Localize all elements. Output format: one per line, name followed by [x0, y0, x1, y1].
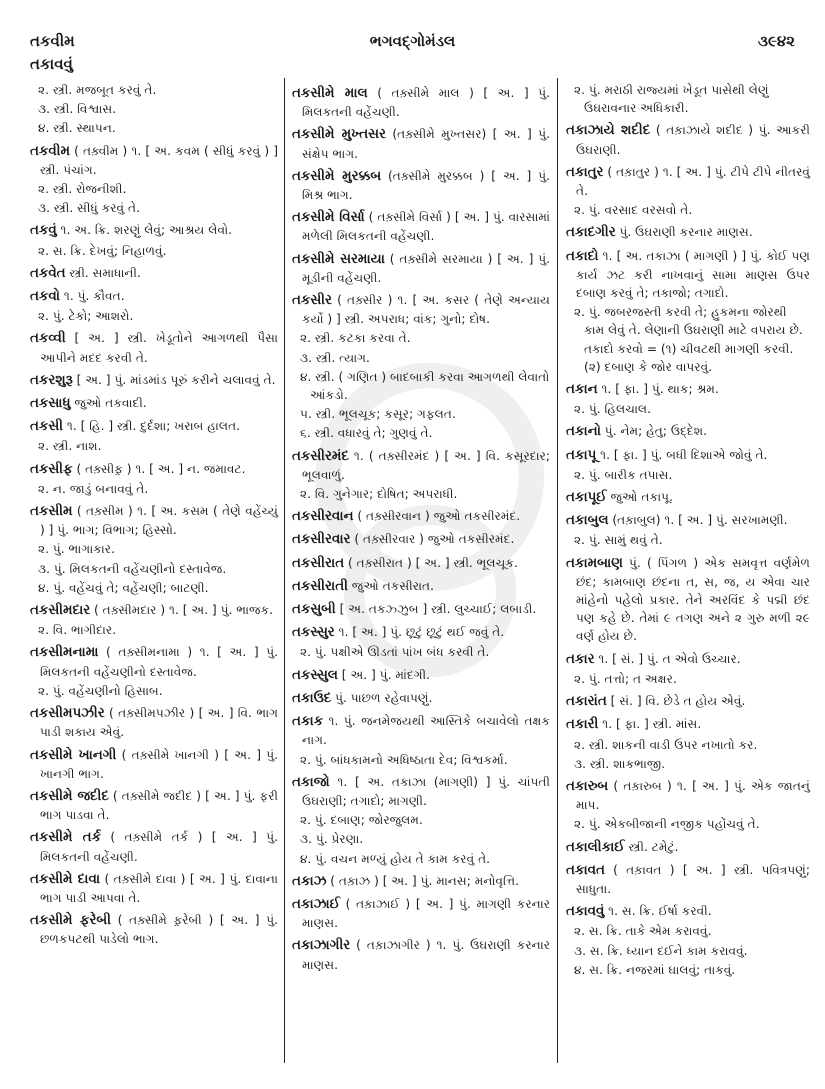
sense-line: [566, 736, 810, 754]
headword: તકસ્સુલ: [292, 667, 338, 683]
definition-text: ૨. વિ. ગુનેગાર; દોષિત; અપરાધી.: [300, 487, 458, 502]
definition-text: પું. ( પિંગળ ) એક સમવૃત્ત વર્ણમેળ છંદ; કામબાણ છંદના ત, સ, જ, ય એવા ચાર માંહેનો પહેલો પ્રકાર. તેને અરવિંદ કે પદ્મી છંદ પણ કહે છે. તેમાં ૯ તગણ અને ૨ ગુરુ મળી ૨૯ વર્ણ હોય છે.: [576, 555, 810, 644]
definition-text: [ અ. ] સ્ત્રી. ખેડૂતોને આગળથી પૈસા આપીને મદદ કરવી તે.: [40, 331, 278, 365]
headword: તકસીમનામા: [30, 645, 99, 661]
definition-text: ૨. પું. વરસાદ વરસવો તે.: [574, 203, 693, 218]
headword: તકસુબી: [292, 602, 336, 618]
dictionary-entry: [30, 371, 278, 390]
dictionary-entry: [566, 163, 810, 200]
headword: તકસીમે ખાનગી: [30, 747, 117, 763]
sense-line: [566, 303, 810, 376]
definition-text: ૨. પું. ટેકો; આશરો.: [38, 309, 134, 324]
sense-line: [30, 100, 278, 118]
page-title: ભગવદ્ગોમંડલ: [369, 32, 456, 50]
headword: તકારાંત: [566, 694, 607, 710]
headword: તકાલીકાઈ: [566, 839, 625, 855]
dictionary-entry: [566, 861, 810, 898]
definition-text: ( તક઼ાઝાગીર ) ૧. પું. ઉઘરાણી કરનાર માણસ.: [302, 938, 550, 972]
definition-text: (તક઼્સીમે મુખ્તસર) [ અ. ] પું. સંક્ષેપ ભાગ.: [302, 127, 550, 161]
dictionary-entry: [30, 394, 278, 413]
headword: તકસીમે દાવા: [30, 871, 101, 887]
sense-line: [292, 643, 550, 661]
dictionary-entry: [292, 666, 550, 685]
definition-text: ૨. પું. ભાગાકાર.: [38, 542, 115, 557]
dictionary-entry: [30, 746, 278, 783]
dictionary-entry: [292, 291, 550, 328]
sense-line: [566, 922, 810, 940]
definition-text: ( તક઼્સીરાત ) [ અ. ] સ્ત્રી. ભૂલચૂક.: [344, 555, 518, 570]
definition-text: પું. નેમ; હેતુ; ઉદ્દેશ.: [600, 424, 707, 439]
headword: તકવીમ: [30, 143, 70, 159]
headword: તકસાધુ: [30, 396, 71, 412]
sense-line: [30, 480, 278, 498]
sense-line: [566, 942, 810, 960]
dictionary-entry: [292, 623, 550, 642]
dictionary-entry: [292, 577, 550, 596]
sense-line: [292, 368, 550, 404]
dictionary-entry: [30, 417, 278, 436]
headword: તકસીમદાર: [30, 603, 91, 619]
definition-text: ૨. પું. એકબીજાની નજીક પહોંચવું તે.: [574, 817, 760, 832]
definition-text: ( તક઼્સીમે જદીદ ) [ અ. ] પું. ફરી ભાગ પાડવા તે.: [40, 788, 278, 823]
definition-text: પું. પાછળ રહેવાપણું.: [331, 690, 433, 705]
headword: તકાવત: [566, 862, 605, 878]
sense-line: [30, 560, 278, 578]
dictionary-entry: [292, 125, 550, 162]
dictionary-entry: [566, 422, 810, 441]
definition-text: ( તક઼્સીમે દાવા ) [ અ. ] પું. દાવાના ભાગ પાડી આપવા તે.: [40, 871, 278, 905]
headword: તકાજો: [292, 774, 330, 790]
definition-text: ૨. સ્ત્રી. કટકા કરવા તે.: [300, 331, 411, 346]
definition-text: ( તક઼ાતુર ) ૧. [ અ. ] પું. ટીપે ટીપે નીતરવું તે.: [576, 164, 810, 199]
headword: તકાદગીર: [566, 225, 616, 241]
headword: તકામબાણ: [566, 555, 623, 571]
definition-text: ( તક઼ાવત ) [ અ. ] સ્ત્રી. પવિત્રપણું; સાધુતા.: [576, 862, 810, 896]
definition-text: ૧. [ સં. ] પું. ત એવો ઉચ્ચાર.: [594, 651, 741, 666]
sense-line: [30, 437, 278, 455]
dictionary-entry: [566, 247, 810, 303]
dictionary-entry: [292, 447, 550, 484]
dictionary-entry: [30, 828, 278, 865]
dictionary-entry: [30, 911, 278, 948]
definition-text: ૪. સ્ત્રી. ( ગણિત ) બાદબાકી કરવા આગળથી લેવાતો આંકડો.: [300, 369, 550, 403]
headword: તકાઝ: [292, 873, 327, 889]
dictionary-entry: [30, 704, 278, 741]
definition-text: ૩. સ્ત્રી. ત્યાગ.: [300, 350, 370, 365]
definition-text: ૨. પું. સામું થવું તે.: [574, 533, 663, 548]
dictionary-entry: [292, 689, 550, 708]
headword: તકસી: [30, 419, 64, 435]
definition-text: ૨. સ્ત્રી. મજબૂત કરવું તે.: [38, 83, 157, 97]
definition-text: ૫. સ્ત્રી. ભૂલચૂક; કસૂર; ગફલત.: [300, 407, 456, 422]
headword: તકાપૂ: [566, 447, 597, 463]
sense-line: [566, 961, 810, 979]
definition-text: જુઓ તકાપૂ.: [606, 490, 673, 505]
definition-text: ( તક઼્સીમનામા ) ૧. [ અ. ] પું. મિલકતની વહેંચણીનો દસ્તાવેજ.: [40, 645, 278, 679]
dictionary-entry: [30, 264, 278, 283]
definition-text: ૨. પું. મરાઠી રાજ્યમાં ખેડૂત પાસેથી લેણું ઉઘરાવનાર અધિકારી.: [574, 83, 769, 116]
page-number: ૩૯૪૨: [758, 32, 795, 50]
dictionary-entry: [566, 650, 810, 669]
sense-line: [30, 242, 278, 260]
headword: તકસીમે ફરેબી: [30, 913, 111, 929]
column-divider: [284, 78, 285, 1063]
headword: તકારી: [566, 717, 599, 733]
sense-line: [30, 579, 278, 597]
dictionary-entry: [566, 511, 810, 530]
sense-line: [30, 199, 278, 217]
dictionary-entry: [566, 488, 810, 507]
sense-line: [30, 682, 278, 700]
definition-text: ૨. પું. દબાણ; જોરજુલમ.: [300, 813, 423, 828]
dictionary-entry: [30, 502, 278, 539]
guide-word-last: તકાવવું: [30, 55, 73, 73]
definition-text: ( તક઼્સીરવાન ) જુઓ તકસીરમંદ.: [353, 509, 521, 524]
dictionary-entry: [292, 895, 550, 932]
definition-text: ૩. સ્ત્રી. શાકભાજી.: [574, 756, 666, 771]
definition-text: ( તક઼્સીર ) ૧. [ અ. કસર ( તેણે અન્યાય કર્યો ) ] સ્ત્રી. અપરાધ; વાંક; ગુનો; દોષ.: [302, 293, 550, 327]
definition-text: ( તક઼્સીફ઼ ) ૧. [ અ. ] ન. જમાવટ.: [72, 461, 246, 476]
headword: તકસીરાતી: [292, 578, 348, 594]
dictionary-entry: [292, 872, 550, 891]
dictionary-entry: [292, 208, 550, 245]
sense-line: [566, 466, 810, 484]
headword: તકવો: [30, 289, 61, 305]
sense-line: [30, 621, 278, 639]
headword: તકાપૂઈ: [566, 490, 607, 506]
definition-text: જુઓ તકસીરાત.: [347, 578, 434, 593]
sense-line: [292, 424, 550, 442]
definition-text: ૧. [ ફા. ] સ્ત્રી. માંસ.: [598, 717, 702, 732]
sense-line: [566, 81, 810, 117]
headword: તકાનો: [566, 424, 601, 440]
headword: તકવેત: [30, 265, 66, 281]
headword: તકસીમે જદીદ: [30, 788, 109, 804]
headword: તકાવવું: [566, 904, 605, 920]
dictionary-entry: [566, 554, 810, 646]
dictionary-entry: [566, 715, 810, 734]
definition-text: ૩. સ્ત્રી. સીધું કરવું તે.: [38, 201, 140, 216]
headword: તકસીરમંદ: [292, 448, 349, 464]
definition-text: ૨. સ્ત્રી. શાકની વાડી ઉપર નખાતો કર.: [574, 737, 758, 752]
dictionary-entry: [30, 142, 278, 179]
sense-line: [292, 405, 550, 423]
sense-line: [292, 329, 550, 347]
dictionary-entry: [292, 84, 550, 121]
definition-text: ૨. સ્ત્રી. નાશ.: [38, 439, 102, 454]
definition-text: ( તક઼ાઝ ) [ અ. ] પું. માનસ; મનોવૃત્તિ.: [326, 873, 520, 888]
definition-text: [ અ. ] પું. માંડમાંડ પૂરું કરીને ચલાવવું તે.: [72, 372, 276, 387]
definition-text: ( તક઼્સીમે સરમાયા ) [ અ. ] પું. મૂડીની વહેંચણી.: [302, 251, 550, 285]
definition-text: ( તક઼ાઝાઈ ) [ અ. ] પું. માગણી કરનાર માણસ.: [302, 896, 550, 931]
sense-line: [566, 400, 810, 418]
definition-text: ( તક઼્સીમે ફ઼રેબી ) [ અ. ] પું. છળકપટથી પાડેલો ભાગ.: [40, 913, 278, 947]
definition-text: (તક઼્સીમે મુરક્કબ ) [ અ. ] પું. મિશ્ર ભાગ.: [302, 168, 550, 203]
sense-line: [566, 531, 810, 549]
definition-text: ૨. પું. તત્તો; ત અક્ષર.: [574, 671, 677, 686]
headword: તકાબુલ: [566, 513, 609, 529]
headword: તકારુબ: [566, 778, 609, 794]
sense-line: [566, 755, 810, 773]
definition-text: ( તક઼્સીમપઝીર ) [ અ. ] વિ. ભાગ પાડી શકાય એવું.: [40, 706, 278, 740]
definition-text: સ્ત્રી. સમાધાની.: [65, 265, 141, 280]
dictionary-entry: [566, 446, 810, 465]
definition-text: ( તક઼્સીમે માલ ) [ અ. ] પું. મિલકતની વહેંચણી.: [302, 86, 550, 120]
dictionary-entry: [30, 287, 278, 306]
definition-text: [ અ. ] પું. માંદગી.: [337, 667, 430, 682]
guide-word-first: તકવીમ: [30, 32, 75, 50]
definition-text: ૧. [ ફા. ] પું. બધી દિશાએ જોવું તે.: [596, 447, 768, 462]
definition-text: ૬. સ્ત્રી. વધારવું તે; ગુણવું તે.: [300, 426, 433, 441]
definition-text: ૧. અ. ક્રિ. શરણું લેવું; આશ્રય લેવો.: [56, 223, 232, 238]
definition-text: (તક઼ાબુલ) ૧. [ અ. ] પું. સરખામણી.: [608, 513, 788, 528]
dictionary-entry: [292, 507, 550, 526]
sense-line: [30, 119, 278, 137]
definition-text: જુઓ તકવાદી.: [70, 396, 147, 411]
definition-text: [ સં. ] વિ. છેડે ત હોય એવું.: [606, 694, 746, 709]
definition-text: ૧. [ ફા. ] પું. થાક; શ્રમ.: [597, 382, 719, 397]
dictionary-entry: [30, 460, 278, 479]
sense-line: [30, 540, 278, 558]
headword: તકસીરાત: [292, 555, 345, 571]
sense-line: [30, 180, 278, 198]
sense-line: [566, 201, 810, 219]
headword: તકસીર: [292, 293, 332, 309]
column-2: [292, 80, 550, 974]
dictionary-entry: [292, 936, 550, 973]
headword: તકસીરવાન: [292, 509, 354, 525]
definition-text: ( તક઼્સીમ ) ૧. [ અ. કસમ ( તેણે વહેંચ્યું ) ] પું. ભાગ; વિભાગ; હિસ્સો.: [40, 504, 278, 538]
definition-text: ૨. સ. ક્રિ. તાકે એમ કરાવવું.: [574, 924, 712, 939]
dictionary-entry: [566, 223, 810, 242]
column-3: [566, 80, 810, 979]
definition-text: ૨. પું. પક્ષીએ ઊડતાં પાંખ બંધ કરવી તે.: [300, 645, 490, 660]
headword: તકાન: [566, 382, 598, 398]
headword: તકસીમ: [30, 504, 73, 520]
definition-text: [ અ. તકઝ્ઝુબ ] સ્ત્રી. લુચ્ચાઈ; લબાડી.: [335, 602, 537, 617]
sense-line: [292, 830, 550, 848]
dictionary-entry: [292, 250, 550, 287]
headword: તકસીમે વિર્સા: [292, 210, 365, 226]
headword: તકાઝાગીર: [292, 938, 351, 954]
definition-text: ૨. ન. જાડું બનાવવું તે.: [38, 481, 149, 496]
headword: તકસીરવાર: [292, 532, 351, 548]
dictionary-entry: [30, 870, 278, 907]
definition-text: ૧. [ હિ. ] સ્ત્રી. દુર્દશા; ખરાબ હાલત.: [63, 419, 241, 434]
dictionary-entry: [566, 692, 810, 711]
definition-text: ૨. વિ. ભાગીદાર.: [38, 623, 117, 638]
headword: તકસીમે સરમાયા: [292, 251, 385, 267]
headword: તકસીમે મુરક્કબ: [292, 168, 382, 184]
headword: તકસીમે મુખ્તસર: [292, 127, 386, 143]
definition-text: ૩. સ. ક્રિ. ધ્યાન દઈને કામ કરાવવું.: [574, 943, 748, 958]
sense-line: [30, 307, 278, 325]
headword: તકાઝાઈ: [292, 896, 341, 912]
headword: તકાતુર: [566, 164, 604, 180]
definition-text: ૪. સ. ક્રિ. નજરમાં ઘાલવું; તાકવું.: [574, 962, 736, 977]
headword: તકસીમે માલ: [292, 86, 368, 101]
sense-line: [292, 850, 550, 868]
headword: તકસ્સુર: [292, 625, 335, 641]
definition-text: ૪. પું. વચન મળ્યું હોય તે કામ કરવું તે.: [300, 851, 491, 866]
sense-line: [566, 670, 810, 688]
sense-line: [30, 81, 278, 99]
definition-text: ૪. પું. વહેંચવું તે; વહેંચણી; બાટણી.: [38, 580, 209, 595]
definition-text: ( તક઼્સીમે વિર્સા ) [ અ. ] પું. વારસામાં મળેલી મિલકતની વહેંચણી.: [302, 210, 551, 244]
dictionary-entry: [566, 902, 810, 921]
definition-text: ૨. પું. બાંધકામનો અધિષ્ઠાતા દેવ; વિશ્વકર્મા.: [300, 752, 508, 767]
definition-text: સ્ત્રી. ટમેટું.: [624, 839, 679, 854]
definition-text: ( તક઼્સીરવાર ) જુઓ તકસીરમંદ.: [350, 532, 515, 547]
sense-line: [292, 349, 550, 367]
column-divider: [557, 78, 558, 1063]
headword: તકસીમે તર્ક: [30, 830, 101, 846]
headword: તકાક: [292, 714, 324, 730]
definition-text: ( તક઼્સીમે ખાનગી ) [ અ. ] પું. ખાનગી ભાગ.: [40, 747, 278, 781]
sense-line: [292, 811, 550, 829]
definition-text: ૨. પું. બારીક તપાસ.: [574, 467, 673, 482]
headword: તકસીમપઝીર: [30, 706, 105, 722]
dictionary-entry: [30, 329, 278, 366]
dictionary-entry: [292, 712, 550, 749]
dictionary-entry: [292, 530, 550, 549]
dictionary-entry: [30, 787, 278, 824]
definition-text: ( તક઼્સીમદાર ) ૧. [ અ. ] પું. ભાજક.: [90, 603, 273, 618]
sense-line: [292, 751, 550, 769]
definition-text: ૧. [ અ. તકાઝા ( માગણી ) ] પું. કોઈ પણ કાર્ય ઝટ કરી નાખવાનું સામા માણસ ઉપર દબાણ કરવું તે; તકાજો; તગાદો.: [576, 248, 810, 301]
definition-text: ( તક઼્વીમ ) ૧. [ અ. કવમ ( સીધું કરવું ) ] સ્ત્રી. પંચાંગ.: [40, 143, 278, 177]
definition-text: ૧. પું. કૌવત.: [60, 289, 125, 304]
dictionary-entry: [292, 167, 550, 204]
headword: તકાઉદ: [292, 690, 332, 706]
headword: તકવ્વી: [30, 331, 66, 347]
definition-text: ૩. સ્ત્રી. વિશ્વાસ.: [38, 102, 117, 117]
definition-text: ૩. પું. પ્રેરણા.: [300, 832, 364, 847]
headword: તકાઝાયે શદીદ: [566, 123, 651, 139]
definition-text: ૨. પું. વહેંચણીનો હિસાબ.: [38, 683, 163, 698]
definition-text: ૨. સ. ક્રિ. દેખવું; નિહાળવું.: [38, 243, 167, 258]
definition-text: ૨. પું. જબરજસ્તી કરવી તે; હુકમના જોરથી કામ લેવું તે. લેણાની ઉઘરાણી માટે વપરાય છે. તકાદો કરવો = (૧) ચીવટથી માગણી કરવી. (૨) દબાણ કે જોર વાપરવું.: [574, 305, 803, 374]
column-1: [30, 80, 278, 949]
dictionary-entry: [30, 221, 278, 240]
dictionary-entry: [566, 380, 810, 399]
definition-text: ૨. પું. હિલચાલ.: [574, 402, 652, 417]
dictionary-entry: [30, 601, 278, 620]
dictionary-entry: [292, 600, 550, 619]
sense-line: [566, 815, 810, 833]
definition-text: પું. ઉઘરાણી કરનાર માણસ.: [615, 225, 753, 240]
definition-text: ( તક઼્સીમે તર્ક ) [ અ. ] પું. મિલકતની વહેંચણી.: [40, 830, 278, 864]
headword: તકરશુરૂ: [30, 372, 73, 388]
definition-text: ૧. પું. જનમેજયથી આસ્તિકે બચાવેલો તક્ષક નાગ.: [302, 714, 550, 748]
definition-text: ૧. [ અ. ] પું. છૂટું છૂટું થઈ જવું તે.: [334, 625, 505, 640]
definition-text: ( તક઼ાઝાયે શદીદ ) પું. આકરી ઉઘરાણી.: [576, 123, 810, 157]
definition-text: ( તક઼ારુબ ) ૧. [ અ. ] પું. એક જાતનું માપ.: [576, 778, 810, 813]
definition-text: ૨. સ્ત્રી. રોજનીશી.: [38, 182, 127, 197]
dictionary-entry: [292, 554, 550, 573]
dictionary-entry: [566, 121, 810, 158]
headword: તકાદો: [566, 248, 599, 264]
headword: તકસીફ: [30, 461, 73, 477]
dictionary-entry: [566, 777, 810, 814]
headword: તકાર: [566, 651, 595, 667]
headword: તકવું: [30, 223, 57, 239]
dictionary-entry: [566, 838, 810, 857]
dictionary-entry: [292, 773, 550, 810]
sense-line: [292, 485, 550, 503]
dictionary-entry: [30, 643, 278, 680]
definition-text: ૧. [ અ. તકાઝા (માગણી) ] પું. ચાંપતી ઉઘરાણી; તગાદો; માગણી.: [302, 774, 550, 808]
definition-text: ૧. સ. ક્રિ. ઈર્ષા કરવી.: [604, 904, 712, 919]
definition-text: ૩. પું. મિલકતની વહેંચણીનો દસ્તાવેજ.: [38, 561, 227, 576]
definition-text: ૪. સ્ત્રી. સ્થાપન.: [38, 121, 116, 136]
definition-text: ૧. ( તક઼્સીરમંદ ) [ અ. ] વિ. કસૂરદાર; ભૂલવાળું.: [302, 448, 550, 482]
